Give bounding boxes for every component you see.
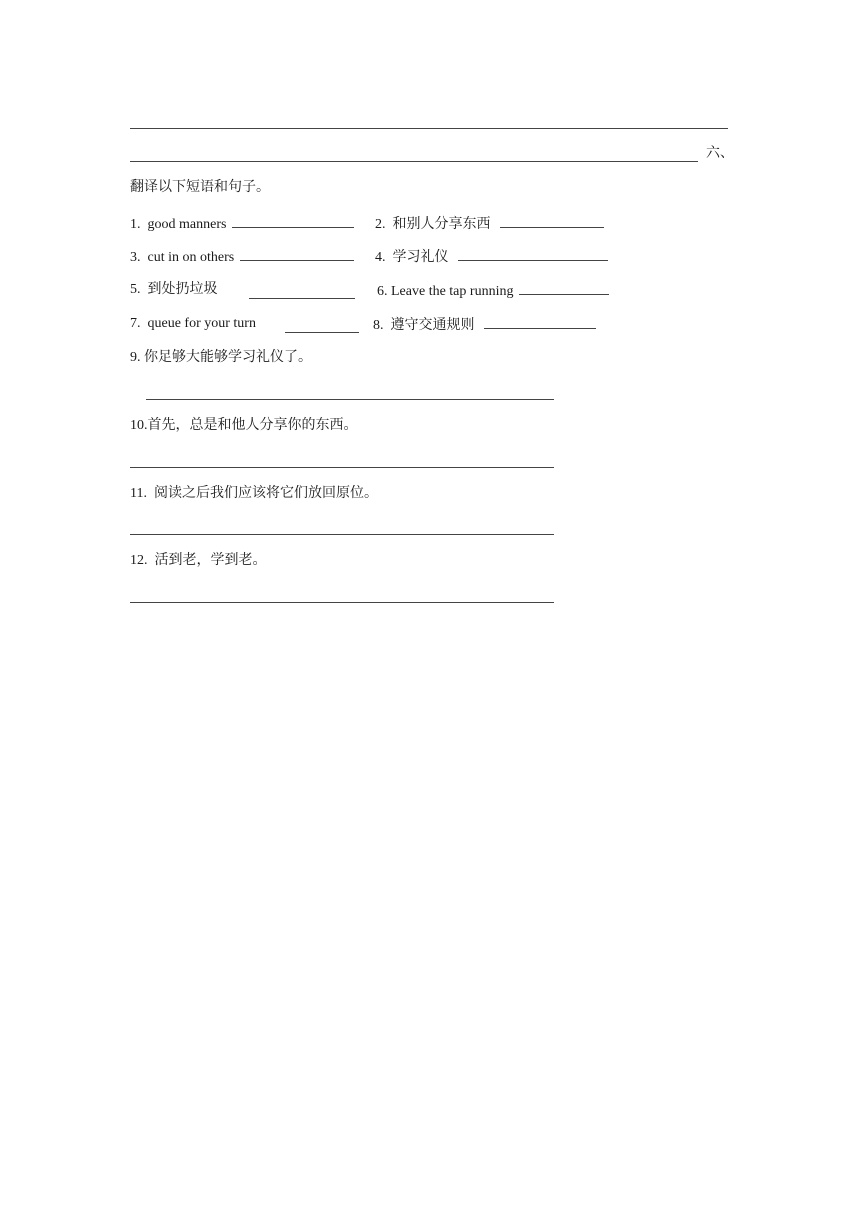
item-number: 2.: [375, 217, 386, 232]
item-text: 和别人分享东西: [392, 217, 491, 232]
sentence-text: 首先，总是和他人分享你的东西。: [147, 418, 358, 433]
answer-line-9[interactable]: [146, 399, 554, 400]
item-text: Leave the tap running: [391, 284, 514, 299]
item-number: 3.: [130, 250, 141, 265]
item-3: [130, 248, 354, 266]
sentence-number: 11.: [130, 486, 147, 501]
answer-line-11[interactable]: [130, 534, 554, 535]
sentence-text: 阅读之后我们应该将它们放回原位。: [153, 486, 378, 501]
answer-blank[interactable]: [484, 316, 596, 329]
item-number: 4.: [375, 250, 386, 265]
answer-blank-5[interactable]: [249, 286, 355, 299]
answer-blank[interactable]: [500, 215, 604, 228]
item-4: [375, 248, 608, 266]
item-1: [130, 215, 354, 233]
item-5: [130, 282, 218, 298]
answer-blank[interactable]: [458, 248, 608, 261]
item-2: [375, 215, 604, 233]
sentence-9: [130, 350, 312, 366]
sentence-number: 12.: [130, 553, 148, 568]
item-number: 6.: [377, 284, 388, 299]
section-title: 翻译以下短语和句子。: [130, 180, 270, 195]
item-8: [373, 316, 596, 334]
item-text: 学习礼仪: [392, 250, 449, 265]
item-text: 遵守交通规则: [390, 318, 475, 333]
item-text: cut in on others: [147, 250, 235, 265]
answer-line-top-2[interactable]: [130, 161, 698, 162]
item-7: [130, 316, 256, 332]
sentence-number: 10.: [130, 418, 148, 433]
item-number: 7.: [130, 316, 141, 331]
sentence-10: [130, 418, 358, 434]
item-number: 8.: [373, 318, 384, 333]
item-text: queue for your turn: [147, 316, 256, 331]
sentence-11: [130, 486, 378, 502]
item-text: 到处扔垃圾: [147, 282, 218, 297]
answer-line-top-1[interactable]: [130, 128, 728, 129]
answer-line-10[interactable]: [130, 467, 554, 468]
item-number: 1.: [130, 217, 141, 232]
item-6: [377, 282, 609, 300]
answer-blank[interactable]: [232, 215, 354, 228]
answer-line-12[interactable]: [130, 602, 554, 603]
item-text: good manners: [147, 217, 227, 232]
answer-blank[interactable]: [240, 248, 354, 261]
section-marker: 六、: [706, 146, 734, 161]
sentence-number: 9.: [130, 350, 141, 365]
answer-blank-7[interactable]: [285, 320, 359, 333]
item-number: 5.: [130, 282, 141, 297]
sentence-text: 活到老，学到老。: [154, 553, 267, 568]
answer-blank[interactable]: [519, 282, 609, 295]
sentence-12: [130, 553, 267, 569]
sentence-text: 你足够大能够学习礼仪了。: [144, 350, 312, 365]
